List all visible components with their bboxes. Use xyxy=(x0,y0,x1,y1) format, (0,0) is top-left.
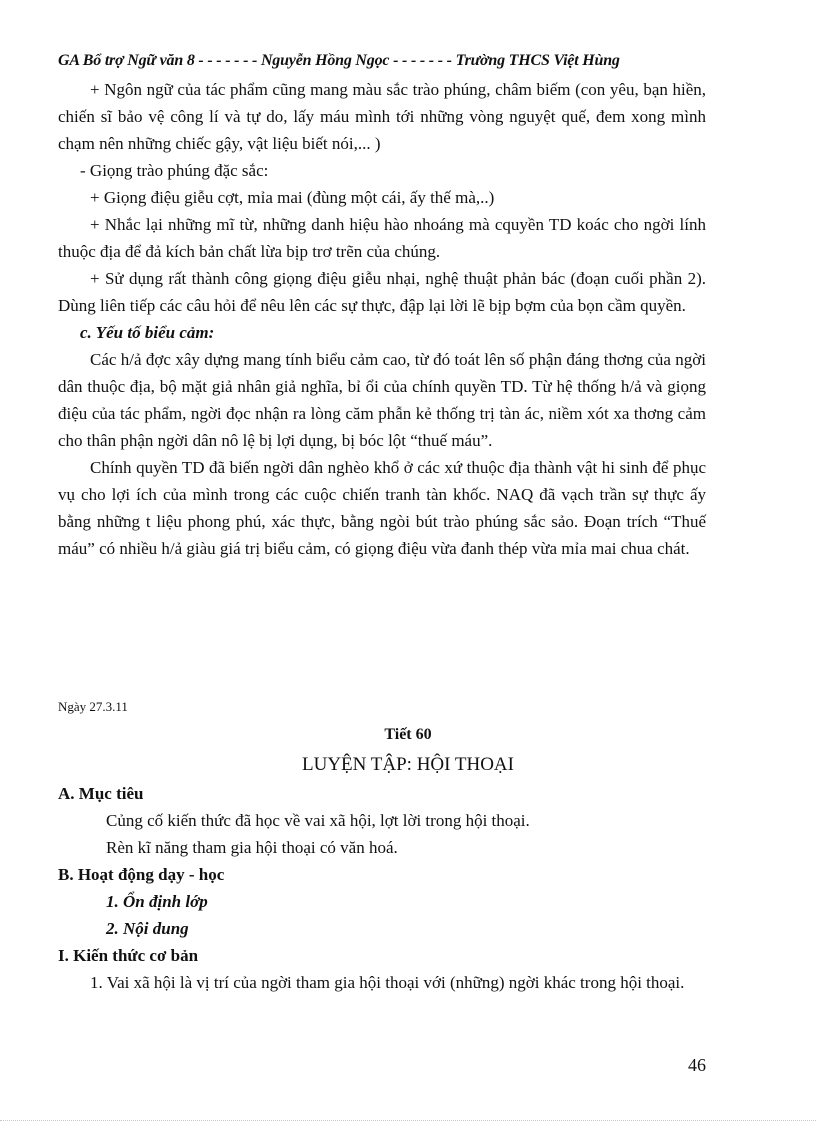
paragraph-language: + Ngôn ngữ của tác phẩm cũng mang màu sắc trào phúng, châm biếm (con yêu, bạn hiền, chiến sĩ bảo vệ công lí và tự do, lấy máu mình tới những vòng nguyệt quế, đem xong mình chạm nên những chiếc gậy, vật liệu biết nói,... ) xyxy=(58,80,706,153)
header-book-title: GA Bổ trợ Ngữ văn 8 xyxy=(58,52,195,69)
activity-item: 1. Ổn định lớp xyxy=(106,892,208,911)
paragraph-tone-3: + Sử dụng rất thành công giọng điệu giễu nhại, nghệ thuật phản bác (đoạn cuối phần 2). Dùng liên tiếp các câu hỏi để nêu lên các sự thực, đập lại lời lẽ bịp bợm của bọn cầm quyền. xyxy=(58,269,706,315)
header-separator: - - - - - - - xyxy=(194,52,261,69)
paragraph-conclusion: Chính quyền TD đã biến ngời dân nghèo khổ ở các xứ thuộc địa thành vật hi sinh để phục vụ cho lợi ích của mình trong các cuộc chiến tranh tàn khốc. NAQ đã vạch trần sự thực ấy bằng những t liệu phong phú, xác thực, bằng ngòi bút trào phúng sắc sảo. Đoạn trích “Thuế máu” có nhiều h/ả giàu giá trị biểu cảm, có giọng điệu vừa đanh thép vừa mỉa mai chua chát. xyxy=(58,458,706,558)
paragraph-social-role: 1. Vai xã hội là vị trí của ngời tham gia hội thoại với (những) ngời khác trong hội thoại. xyxy=(90,973,685,992)
section-basics: I. Kiến thức cơ bản xyxy=(58,946,199,965)
header-separator: - - - - - - - xyxy=(389,52,456,69)
section-objectives: A. Mục tiêu xyxy=(58,784,144,803)
objective-item: Củng cố kiến thức đã học về vai xã hội, lợt lời trong hội thoại. xyxy=(106,811,530,830)
section-activities: B. Hoạt động dạy - học xyxy=(58,865,225,884)
paragraph-tone-heading: - Giọng trào phúng đặc sắc: xyxy=(80,161,269,180)
page-header xyxy=(58,52,708,70)
objective-item: Rèn kĩ năng tham gia hội thoại có văn hoá. xyxy=(106,838,398,857)
subheading-expressive: c. Yếu tố biểu cảm: xyxy=(80,323,215,342)
activity-item: 2. Nội dung xyxy=(106,919,189,938)
lesson-title: LUYỆN TẬP: HỘI THOẠI xyxy=(302,754,514,775)
footer-divider xyxy=(0,1120,816,1121)
paragraph-expressive: Các h/ả đợc xây dựng mang tính biểu cảm cao, từ đó toát lên số phận đáng thơng của ngời dân thuộc địa, bộ mặt giả nhân giả nghĩa, bỉ ổi của chính quyền TD. Từ hệ thống h/ả và giọng điệu của tác phẩm, ngời đọc nhận ra lòng căm phẫn kẻ thống trị tàn ác, niềm xót xa thơng cảm cho thân phận ngời dân nô lệ bị lợi dụng, bị bóc lột “thuế máu”. xyxy=(58,350,706,450)
lesson-number: Tiết 60 xyxy=(384,726,432,743)
paragraph-tone-2: + Nhắc lại những mĩ từ, những danh hiệu hào nhoáng mà cquyền TD koác cho ngời lính thuộc địa để đả kích bản chất lừa bịp trơ trẽn của chúng. xyxy=(58,215,706,261)
paragraph-tone-1: + Giọng điệu giễu cợt, mỉa mai (đùng một cái, ấy thế mà,..) xyxy=(90,188,495,207)
lesson-date: Ngày 27.3.11 xyxy=(58,699,128,714)
header-author: Nguyễn Hồng Ngọc xyxy=(260,52,390,69)
body-text xyxy=(58,76,706,562)
page-number: 46 xyxy=(688,1055,706,1075)
header-school: Trường THCS Việt Hùng xyxy=(455,52,620,69)
lesson-body xyxy=(58,780,706,996)
